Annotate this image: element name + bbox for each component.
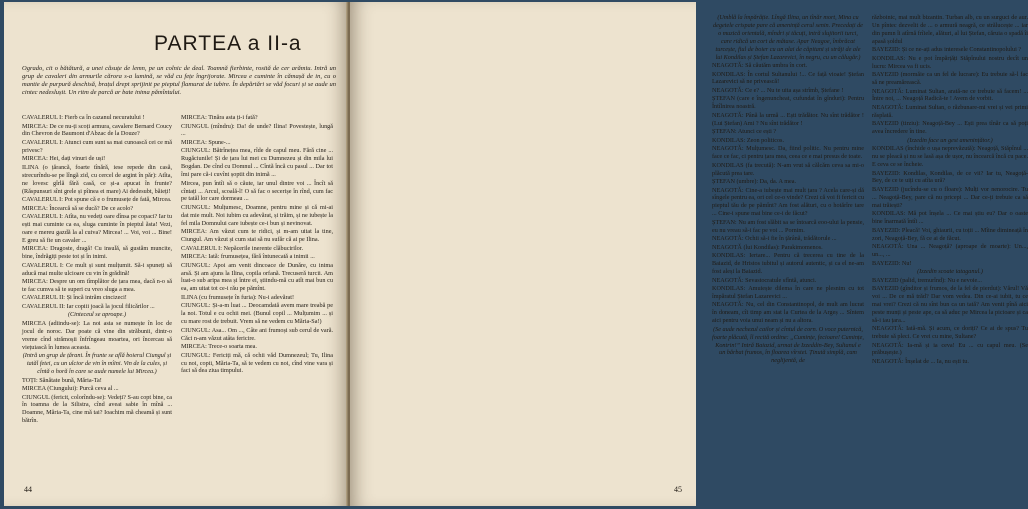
dialogue-line: MIRCEA: Iată: frumusețea, fără întunecată a inimii ...	[181, 253, 315, 261]
dialogue-line: războinic, mai mult bizantin. Turban alb, cu un surguci de aur. Un pîntec dezvelit de ... o armură neagră, ce strălucește ... iar din pumn îi atîrnă frîiele, alături, al lui Ștefan, căruia o spadă îi apasă șoldul	[872, 14, 1028, 45]
dialogue-line: BAYEZID: Pleacă! Voi, ghiaurii, cu toții ... Mîine dimineață în zori, Neagoță-Bey, fă ce ai de făcut.	[872, 226, 1028, 242]
dialogue-line: Mircea, pun întîi să o căute, iar unul dintre voi ... Încît să cîntați ... Arcul, scoală-l! O să fac o secerișe în rînd, cum fac pe tatăl lor care dormeau ...	[181, 179, 333, 203]
dialogue-line: KONDILAS: Iertare... Pentru că trecerea cu tine de la Baiazid, de Hristos iubitul și autorul autentic, și ca el ne-am fost aleși la Baiazid.	[712, 252, 864, 275]
dialogue-line: TOȚI: Sănătate bună, Măria-Ta!	[22, 376, 102, 384]
dialogue-line: KONDILAS: Amuiește dilema în care ne plesnim cu tot împăratul Ștefan Lazarevici ...	[712, 285, 864, 300]
open-book	[4, 2, 1028, 506]
page-title: PARTEA a II-a	[154, 32, 302, 55]
dialogue-line: NEAGOTĂ: Mulțumesc. Da, fiind politic. Nu pentru mine face ce fac, ci pentru țara mea, ceea ce e mai presus de toate.	[712, 145, 864, 161]
dialogue-line: NEAGOTĂ: Luminat Sultan, o răzbunare-mi vrei și vei primi răsplată.	[872, 103, 1028, 119]
right-column-1	[712, 14, 864, 366]
dialogue-line: CIUNGUL: Asa... Om ..., Câte ani frumoși sub cerul de vară. Căci n-am văzut atâta fericire.	[181, 326, 333, 342]
dialogue-line: MIRCEA (Ciungului): Purcă ceva al ...	[22, 385, 119, 392]
dialogue-line: MIRCEA: Hei, dați vinuri de uși!	[22, 155, 106, 163]
dialogue-line: MIRCEA: De ce nu-ți scoți armura, cavalere Bernard Coucy din Chevron de Baumont d'Abzac de la Douze?	[22, 122, 172, 138]
dialogue-line: NEAGOTĂ: Ce e? ... Nu te uita așa strîmb, Ștefane !	[712, 86, 844, 94]
dialogue-line: CAVALERUL I: Pot spune că e o frumusețe de fată, Mircea.	[22, 196, 172, 204]
dialogue-line: CAVALERUL I: Atunci cum sunt sa mai cunoască cei ce mă privesc?	[22, 138, 172, 154]
dialogue-line: NEAGOTĂ: Nu, cel din Constantinopol, de mult am lucrat în doneam, cît timp am stat la Curtea de la Argeș ... Sîntem aici pentru voia unui neam și nu a altora.	[712, 301, 864, 325]
right-column-2	[872, 14, 1028, 366]
dialogue-line: MIRCEA: Tinăra asta ți-i fată?	[181, 114, 258, 121]
dialogue-line: NEAGOTĂ (lui Kondilas): Parakimomenos.	[712, 243, 823, 251]
dialogue-line: CAVALERUL I: Atîta, nu vedeți oare dînsa pe copaci? Iar tu ești mai cuminte ca ea, sluga cuminte în pieptul ăsta! Vezi, oare e mereu gazdă la al cuiva? Mircea! ... Voi, voi ... Bine! E greu să fie un cavaler ...	[22, 213, 172, 244]
dialogue-line: KONDILAS: În cortul Sultanului !... Ce față vioaie! Ștefan Lazarevici să ne privească!	[712, 70, 864, 86]
dialogue-line: BAYEZID: Kondilas, Kondilas, de ce vii? Iar tu, Neagoță-Bey, de ce te uiți cu atîta ură?	[872, 169, 1028, 185]
dialogue-line: NEAGOTĂ: Ochii să-i fie în țărână, trădătorule ...	[712, 235, 837, 243]
dialogue-line: ILINA (o țărancă, foarte tînără, iese repede din casă, strecurîndu-se pe lîngă zid, cu cercel de argint în păr): Atîta, ne lovesc gîrlă fără casă, ce și-a apucat în frunte? (Răspunsuri sînt grele și pîinea ei mare) Ai dedesubt, băieți!	[22, 163, 172, 195]
dialogue-line: NEAGOTĂ: Iată-mă. Și acum, ce doriți? Ce ai de spus? Tu trebuie să pleci. Ce vrei cu mine, Sultane?	[872, 325, 1028, 341]
stage-direction: (Se aude nechezul cailor și cîntul de corn. O voce puternică, foarte plăcută, îl recită ordine: „Cumințe, fecioare! Cumințe, Kontrin!” Intră Baiazid, urmat de Izzeddin-Bey, Sultanul e un bărbat frumos, în floarea vîrstei. Ținută simplă, cam neglijentă, de	[712, 325, 864, 365]
dialogue-line: NEAGOTĂ: Ia-mă și ia ceva! Eu ... cu capul meu. (Se prăbușește.)	[872, 341, 1028, 357]
dialogue-line: BAYEZID: Și ce ne-ați adus interesele Constantinopolului ?	[872, 46, 1022, 54]
dialogue-line: MIRCEA: Am văzut cum te ridici, și m-am uitat la tine, Ciungul. Am văzut și cum stai să nu sufăr că ai pe Ilina.	[181, 228, 333, 244]
dialogue-line: CAVALERUL I: Nepăcerile inerente clăbucirilor.	[181, 244, 304, 252]
dialogue-line: CIUNGUL: Apoi am venit dincoace de Dunăre, cu inima arsă. Și am ajuns la Ilina, copila orfană. Trecuseră turcii. Am luat-o sub aripa mea și între ei, știindu-mă cu atît mai bun cu ea, am uitat tot ce-i rău pe pămînt.	[181, 261, 333, 293]
dialogue-line: CIUNGUL: Bătrînețea mea, rîde de capul meu. Fără cine ... Rugăciunile! Și de țara lui mei cu Dumnezeu și din mila lui Bogdan. De cînd cu Domnul ... Cîntă încă cu pasul ... Dar tot îmi pare că-i cuvînt șoptit din inimă ...	[181, 147, 333, 179]
dialogue-line: NEAGOTĂ: Înșelat de ... Ia, nu ești tu.	[872, 357, 969, 365]
dialogue-line: MIRCEA: Încearcă să se ducă? De ce acolo?	[22, 204, 134, 212]
page-number-left: 44	[24, 485, 32, 494]
dialogue-line: NEAGOTĂ: Să căutăm umbra în cort.	[712, 62, 808, 70]
dialogue-line: NEAGOTĂ: Până la urmă ... Ești trădător. Nu sînt trădător ! (Lui Ștefan) Ami ? Nu sînt trădător !	[712, 111, 864, 127]
left-column-1	[22, 114, 172, 426]
stage-direction: (Umblă la împărăție. Lîngă Ilina, un tînăr mort, Mina cu degetele crispate pare că amenință cerul senin. Precedați de o muzică orientală, mîndri și tăcuți, intră slujitorii turci, care ridică un cort de mătase. Apar Neagoe, îmbrăcat turcește, fiul de boier cu un alai de căpitani și străji de ale lui Kondilas și Ștefan Lazarevici, în negru, cu un călugăr.)	[713, 14, 863, 61]
dialogue-line: CIUNGUL: Mulțumesc, Doamne, pentru mine și că mi-ai dat mie mult. Noi iubim cu adevărat, și trăim, și ne iubește la fel mila Domnului care iubește ce-i bun și nevinovat.	[181, 203, 333, 227]
dialogue-line: KONDILAS: Zeon politicos.	[712, 136, 785, 144]
stage-direction: (Izzedin scoate iataganul.)	[917, 268, 983, 275]
dialogue-line: BAYEZID (tirziu): Neagoță-Bey ... Ești prea tînăr ca să poți avea încredere în tine.	[872, 120, 1028, 136]
dialogue-line: ȘTEFAN (care e îngenuncheat, cufundat în gînduri): Pentru Întîlnirea noastră.	[712, 95, 864, 111]
dialogue-line: NEAGOTĂ: Una ... Neagoță? (aproape de moarte): Un..., un..., ...	[872, 243, 1028, 258]
dialogue-line: ȘTEFAN: Nu am fost slăbit sa se întoarcă eoo-ului la pensie, eu nu vreau să-i fac pe voi ... Pornim.	[712, 218, 864, 234]
dialogue-line: KONDILAS: Mă pot înșela ... Ce mai știu eu? Dar o oaste bine înarmată întîi ...	[872, 210, 1028, 226]
dialogue-line: ILINA (cu frumusețe în furia): Nu-i adevărat!	[181, 293, 295, 301]
dialogue-line: CIUNGUL: Și-a-m luat ... Deocamdată avem mare treabă pe la noi. Totul e cu ochii mei. (Bunul copil ... Mulțumim ... și cu mare rost de trebuit. Vrem să ne vedem cu Măria-Sa!)	[181, 302, 333, 326]
dialogue-line: CAVALERUL II: Și încă intrăm cincizeci!	[22, 294, 127, 302]
dialogue-line: KONDILAS (fa trecută): N-am vrut să călcăm ceva sa mi-o plăcută prea tare.	[712, 161, 864, 177]
dialogue-line: MIRCEA: Trece-o soarta mea.	[181, 343, 257, 351]
dialogue-line: NEAGOTĂ: Sevastocratule sfîntă, atunci.	[712, 276, 817, 284]
dialogue-line: BAYEZID (jucîndu-se cu o floare): Mulți vor nenorocire. Tu ... Neagoță-Bey, pare că nu pricepi ... Dar ce-ți trebuie ca să mai trăiești?	[872, 185, 1028, 209]
dialogue-line: NEAGOTĂ: Cine-a iubește mai mult țara ? Acela care-și dă sîngele pentru ea, ori cel ce-o vinde? Crezi că voi fi fericit cu pieptul tău de pe pămînt? Am fost alături, cu o hotărîre tare ... Cine-i spune mai bine ce-i de făcut?	[712, 186, 864, 218]
dialogue-line: BAYEZID (palid, tremurînd): Nu e nevoie...	[872, 276, 982, 284]
left-column-2	[181, 114, 333, 376]
dialogue-line: KONDILAS: Nu e pot împărțăți Stăpînului nostru decît un lucru: Mircea va fi ucis.	[872, 54, 1028, 70]
dialogue-line: BAYEZID (mormăie ca un fel de lucrare): Eu trebuie să-l fac să ne preamărească.	[872, 71, 1028, 87]
stage-direction: (Izzedin face un gest amenințător.)	[907, 136, 993, 144]
dialogue-line: BAYEZID (gînditor și frumos, de la fel de pierdut): Vărul! Vă voi ... De ce mă trăd? Dar vom vedea. Din ce-ai iubit, tu ce mai vrei? Crezi că nu sînt bun ca un tată? Am venit pînă aici peste munți și peste ape, ca să aduc pe Mircea la picioare și ca să-i iau țara...	[872, 285, 1028, 324]
dialogue-line: CAVALERUL II: Iar copiii joacă la jocul filicărilor ...	[22, 302, 155, 310]
dialogue-line: KONDILAS (închide o ușa neprevăzută): Neagoță, Stăpînul ... nu se pleacă și nu se lasă așa de ușor, nu încearcă încă cu pace. E ceva ce se încheie.	[872, 145, 1028, 169]
dialogue-line: MIRCEA (adiindu-se): La noi asta se numește în loc de jocul de noroc. Dar poate că vine din străbunii, dintr-o vreme cînd strămoșii înfrîngeau moartea, ori încercau să viețuiască în lumea aceasta.	[22, 319, 172, 351]
stage-direction: (Intră un grup de țărani. În frunte se află boierul Ciungul și tatăl fetei, cu un ulcior de vin în mîini. Vin de la cules, și cîntă o horă în care se aude numele lui Mircea.)	[22, 352, 172, 375]
dialogue-line: ȘTEFAN (umbre): Da, da. A mea.	[712, 178, 797, 186]
dialogue-line: CAVALERUL I: Ce mult și sunt mulțumit. Să-i spuneți să aducă mai multe ulcioare cu vin în grădină!	[22, 261, 172, 277]
stage-direction: (Cinteceul se aproape.)	[67, 311, 127, 319]
dialogue-line: BAYEZID: Nu!	[872, 259, 912, 267]
dialogue-line: CAVALERUL I: Fierb ca în cazanul necuratului !	[22, 114, 145, 121]
dialogue-line: MIRCEA: Dragoste, dragă! Cu insulă, să gustăm muncite, bine, îndrăgiți peste tot și în inimi.	[22, 245, 172, 261]
dialogue-line: MIRCEA: Despre un om tîmplător de țara mea, dacă n-o să te fac cumva să te superi cu vreo sluga a mea.	[22, 278, 172, 293]
dialogue-line: NEAGOTĂ: Luminat Sultan, arată-ne ce trebuie să facem! ... Între noi, ... Neagoță Radică-te ! Avem de vorbit.	[872, 87, 1028, 103]
dialogue-line: MIRCEA: Spune-...	[181, 138, 231, 146]
dialogue-line: CIUNGUL (fericit, colorîndu-se): Vedeți? S-au copt bine, ca în toamna de la Silistra, cînd aveai sabie în mînă ... Doamne, Măria-Ta, cine mă tai? Ioachim mă cheamă și sunt bătrîn.	[22, 393, 172, 425]
dialogue-line: CIUNGUL: Fericiți mă, că ochii văd Dumnezeul; Tu, Ilina cu noi, copii, Măria-Ta, să te vedem cu noi, cînd vine vara și faci să dea ziua timpului.	[181, 351, 333, 375]
dialogue-line: CIUNGUL (mîndru): Da! de unde? Ilina! Povestește, lungă ...	[181, 122, 333, 138]
intro-stage-direction: Ogrado, cit o bătătură, a unei căsuțe de lemn, pe un colnic de deal. Toamnă fierbinte, rosită de cer arămiu. Intră un grup de cavaleri din armurile cărora s-a lumină, se văd cu fețe îngrijorate. Mircea e cuminte în cămașă de in, cu o mantie de purpură deschisă, brațul drept sprijinit pe pieptul flamurat de iubire. În depărtări se văd focuri și se aude un cintec nedeslușit. Un ritm de parcă ar bate inima pămîntului.	[22, 65, 336, 97]
dialogue-line: ȘTEFAN: Atunci ce ești ?	[712, 128, 777, 136]
right-page	[350, 2, 1028, 506]
page-number-right: 45	[674, 485, 682, 494]
left-page	[4, 2, 348, 506]
